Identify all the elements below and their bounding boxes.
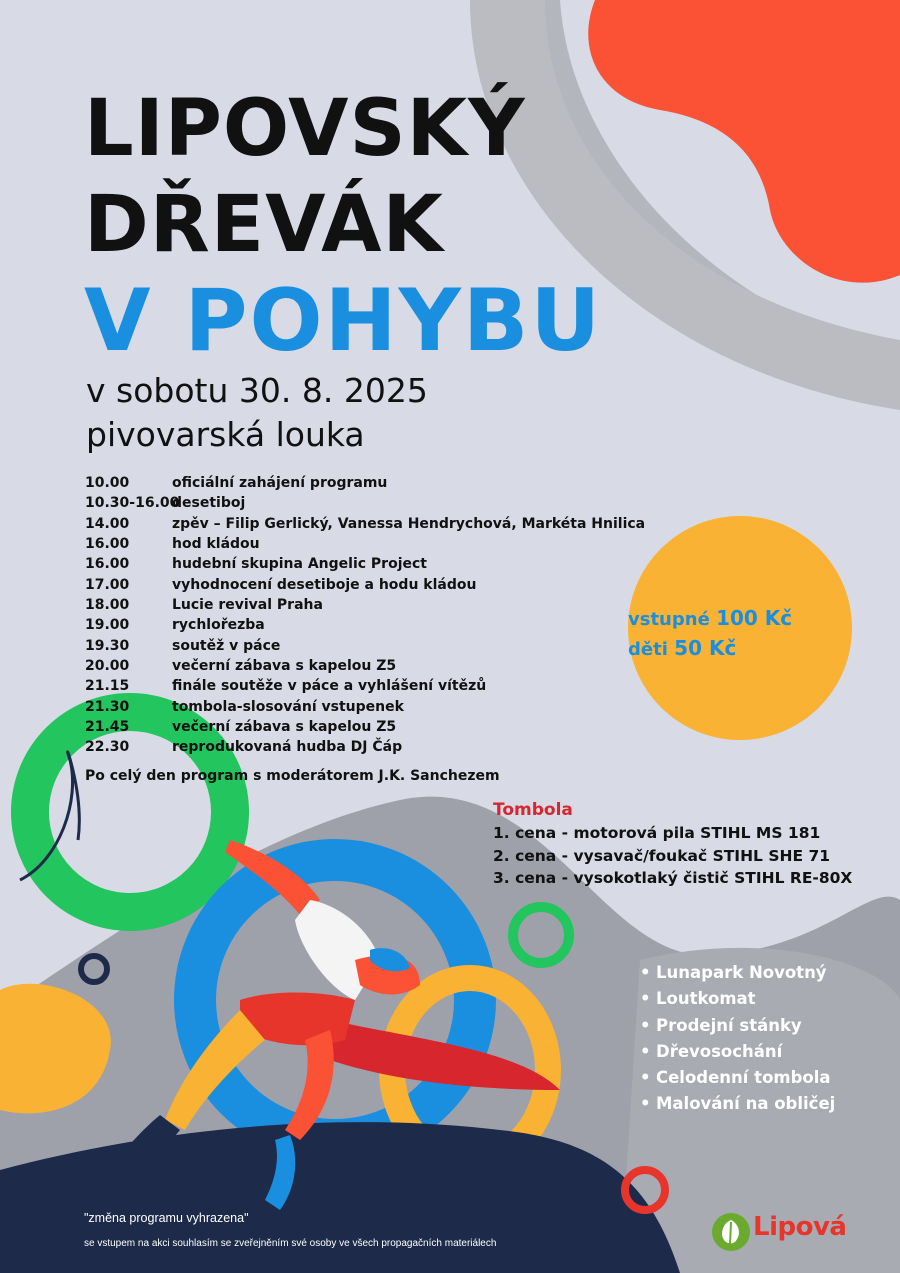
program-event: večerní zábava s kapelou Z5	[172, 719, 397, 736]
program-time: 20.00	[85, 658, 130, 675]
tombola-section	[493, 800, 852, 890]
bullet-icon: •	[640, 963, 651, 982]
consent-note: se vstupem na akci souhlasím se zveřejněním své osoby ve všech propagačních materiálech	[84, 1238, 497, 1249]
program-time: 19.00	[85, 617, 130, 634]
program-event: Lucie revival Praha	[172, 597, 323, 614]
program-event: vyhodnocení desetiboje a hodu kládou	[172, 576, 477, 593]
program-item	[85, 636, 645, 656]
title-line-3: V POHYBU	[84, 271, 603, 371]
program-item	[85, 737, 645, 757]
bullet-icon: •	[640, 989, 651, 1009]
bullet-icon: •	[640, 1015, 651, 1035]
program-time: 21.30	[85, 698, 130, 715]
feature-item	[640, 1013, 835, 1039]
program-item	[85, 656, 645, 676]
program-item	[85, 493, 645, 513]
program-item	[85, 473, 645, 493]
program-time: 16.00	[85, 536, 130, 553]
title-line-1: LIPOVSKÝ	[84, 84, 526, 174]
program-time: 22.30	[85, 739, 130, 756]
program-item	[85, 554, 645, 574]
tombola-prize: 2. cena - vysavač/foukač STIHL SHE 71	[493, 846, 831, 865]
program-item	[85, 676, 645, 696]
program-event: tombola-slosování vstupenek	[172, 698, 404, 715]
program-item	[85, 697, 645, 717]
entry-adult-value: 100 Kč	[716, 606, 793, 630]
feature-item	[640, 1091, 835, 1117]
program-item	[85, 534, 645, 554]
event-date: v sobotu 30. 8. 2025	[86, 371, 428, 410]
program-time: 16.00	[85, 556, 130, 573]
features-list	[640, 960, 835, 1118]
entry-adult	[628, 604, 792, 634]
program-time: 19.30	[85, 637, 130, 654]
feature-item	[640, 986, 835, 1012]
feature-item	[640, 960, 835, 986]
program-time: 14.00	[85, 515, 130, 532]
program-time: 18.00	[85, 597, 130, 614]
program-time: 10.30-16.00	[85, 495, 180, 512]
entry-child	[628, 634, 792, 664]
feature-label: Loutkomat	[656, 989, 756, 1009]
program-event: desetiboj	[172, 495, 246, 512]
feature-label: Malování na obličej	[656, 1094, 836, 1114]
tombola-prize: 3. cena - vysokotlaký čistič STIHL RE-80X	[493, 869, 853, 887]
program-time: 17.00	[85, 576, 130, 593]
entry-child-value: 50 Kč	[674, 636, 737, 660]
entry-price	[628, 604, 792, 664]
feature-label: Lunapark Novotný	[656, 963, 827, 982]
program-item	[85, 615, 645, 635]
program-event: hod kládou	[172, 536, 260, 553]
tombola-prize: 1. cena - motorová pila STIHL MS 181	[493, 824, 821, 842]
program-item	[85, 514, 645, 534]
program-event: hudební skupina Angelic Project	[172, 556, 427, 573]
bullet-icon: •	[640, 1094, 651, 1114]
program-event: rychlořezba	[172, 617, 265, 634]
feature-label: Celodenní tombola	[656, 1068, 831, 1088]
feature-label: Prodejní stánky	[656, 1015, 802, 1035]
entry-child-label: děti	[628, 639, 668, 660]
program-item	[85, 575, 645, 595]
program-time: 10.00	[85, 475, 130, 491]
program-event: soutěž v páce	[172, 637, 281, 654]
feature-label: Dřevosochání	[656, 1041, 783, 1061]
program-event: oficiální zahájení programu	[172, 475, 388, 491]
leaf-icon	[711, 1212, 751, 1252]
all-day-note: Po celý den program s moderátorem J.K. Sanchezem	[85, 768, 500, 784]
program-item	[85, 717, 645, 737]
program-time: 21.45	[85, 719, 130, 736]
entry-adult-label: vstupné	[628, 609, 710, 630]
lipova-logo	[711, 1210, 851, 1254]
program-event: večerní zábava s kapelou Z5	[172, 658, 397, 675]
program-item	[85, 595, 645, 615]
program-event: finále soutěže v páce a vyhlášení vítězů	[172, 678, 487, 695]
bullet-icon: •	[640, 1068, 651, 1088]
program-event: reprodukovaná hudba DJ Čáp	[172, 739, 403, 756]
logo-text: Lipová	[753, 1212, 847, 1242]
tombola-heading: Tombola	[493, 800, 573, 820]
program-time: 21.15	[85, 678, 130, 695]
program-event: zpěv – Filip Gerlický, Vanessa Hendrychová, Markéta Hnilica	[172, 515, 646, 532]
program-list	[85, 473, 645, 758]
title-line-2: DŘEVÁK	[84, 180, 444, 270]
bullet-icon: •	[640, 1041, 651, 1061]
feature-item	[640, 1039, 835, 1065]
event-place: pivovarská louka	[86, 415, 365, 454]
program-change-note: "změna programu vyhrazena"	[84, 1211, 249, 1225]
feature-item	[640, 1065, 835, 1091]
